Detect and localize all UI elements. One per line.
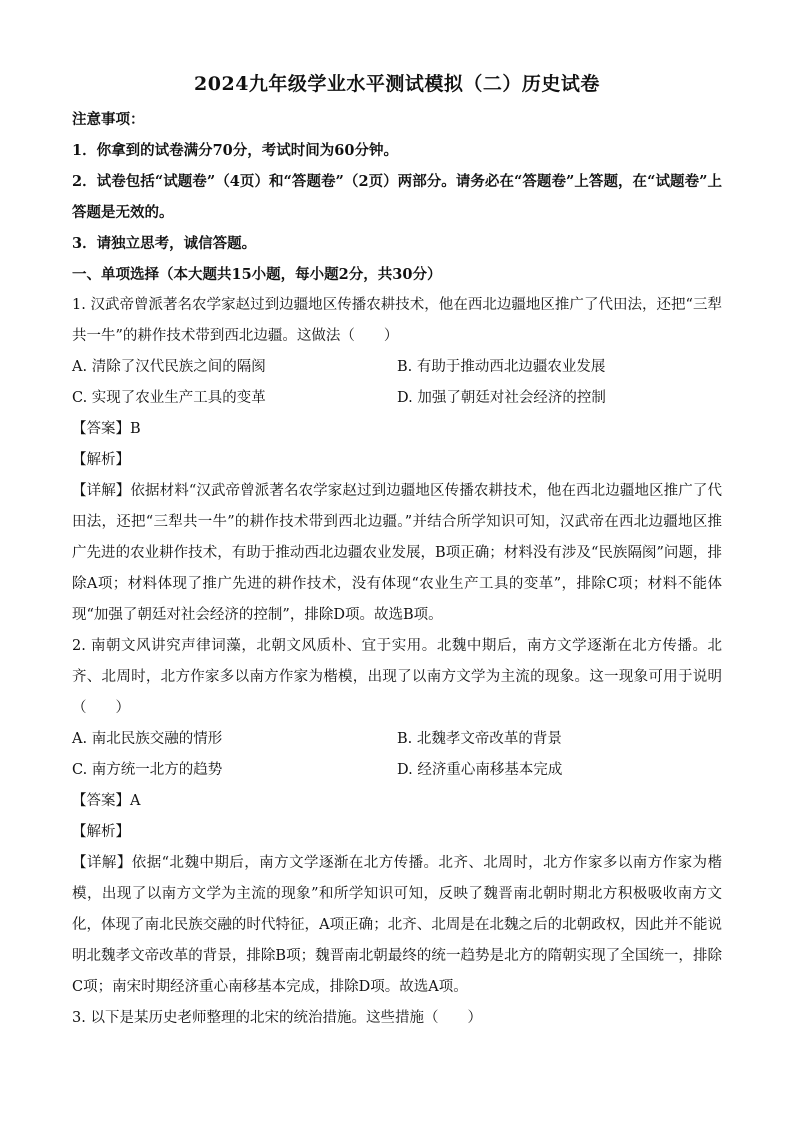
- notice-item-3: 3．请独立思考，诚信答题。: [72, 235, 257, 252]
- question-2-option-b: B. 北魏孝文帝改革的背景: [397, 731, 562, 747]
- question-2-answer: 【答案】A: [72, 793, 141, 809]
- question-2-option-d: D. 经济重心南移基本完成: [397, 762, 563, 778]
- notice-item-1: 1．你拿到的试卷满分70分，考试时间为60分钟。: [72, 142, 398, 159]
- question-1-analysis-label: 【解析】: [72, 452, 130, 468]
- question-2-options: [72, 724, 722, 786]
- question-1-option-b: B. 有助于推动西北边疆农业发展: [397, 359, 606, 375]
- page-title: 2024九年级学业水平测试模拟（二）历史试卷: [194, 73, 600, 95]
- question-2-stem: 2. 南朝文风讲究声律词藻，北朝文风质朴、宜于实用。北魏中期后，南方文学逐渐在北方传播。北齐、北周时，北方作家多以南方作家为楷模，出现了以南方文学为主流的现象。这一现象可用于说明（ ）: [72, 638, 722, 716]
- question-1-options: [72, 352, 722, 414]
- question-1-answer: 【答案】B: [72, 421, 141, 437]
- question-1-option-a: A. 清除了汉代民族之间的隔阂: [72, 359, 266, 375]
- question-2-detail: 【详解】依据“北魏中期后，南方文学逐渐在北方传播。北齐、北周时，北方作家多以南方作家为楷模，出现了以南方文学为主流的现象”和所学知识可知，反映了魏晋南北朝时期北方积极吸收南方文化，体现了南北民族交融的时代特征，A项正确；北齐、北周是在北魏之后的北朝政权，因此并不能说明北魏孝文帝改革的背景，排除B项；魏晋南北朝最终的统一趋势是北方的隋朝实现了全国统一，排除C项；南宋时期经济重心南移基本完成，排除D项。故选A项。: [72, 855, 722, 995]
- question-1-stem: 1. 汉武帝曾派著名农学家赵过到边疆地区传播农耕技术，他在西北边疆地区推广了代田法，还把“三犁共一牛”的耕作技术带到西北边疆。这做法（ ）: [72, 297, 722, 344]
- question-2-option-a: A. 南北民族交融的情形: [72, 731, 223, 747]
- section-heading: 一、单项选择（本大题共15小题，每小题2分，共30分）: [72, 266, 442, 283]
- question-2-analysis-label: 【解析】: [72, 824, 130, 840]
- question-3-stem: 3. 以下是某历史老师整理的北宋的统治措施。这些措施（ ）: [72, 1010, 482, 1026]
- question-1-option-c: C. 实现了农业生产工具的变革: [72, 390, 266, 406]
- notice-item-2: 2．试卷包括“试题卷”（4页）和“答题卷”（2页）两部分。请务必在“答题卷”上答题，在“试题卷”上答题是无效的。: [72, 173, 722, 221]
- question-2-option-c: C. 南方统一北方的趋势: [72, 762, 223, 778]
- question-1-option-d: D. 加强了朝廷对社会经济的控制: [397, 390, 606, 406]
- question-1-detail: 【详解】依据材料“汉武帝曾派著名农学家赵过到边疆地区传播农耕技术，他在西北边疆地区推广了代田法，还把“三犁共一牛”的耕作技术带到西北边疆。”并结合所学知识可知，汉武帝在西北边疆地区推广先进的农业耕作技术，有助于推动西北边疆农业发展，B项正确；材料没有涉及“民族隔阂”问题，排除A项；材料体现了推广先进的耕作技术，没有体现“农业生产工具的变革”，排除C项；材料不能体现“加强了朝廷对社会经济的控制”，排除D项。故选B项。: [72, 483, 722, 623]
- notice-heading: 注意事项：: [72, 111, 145, 128]
